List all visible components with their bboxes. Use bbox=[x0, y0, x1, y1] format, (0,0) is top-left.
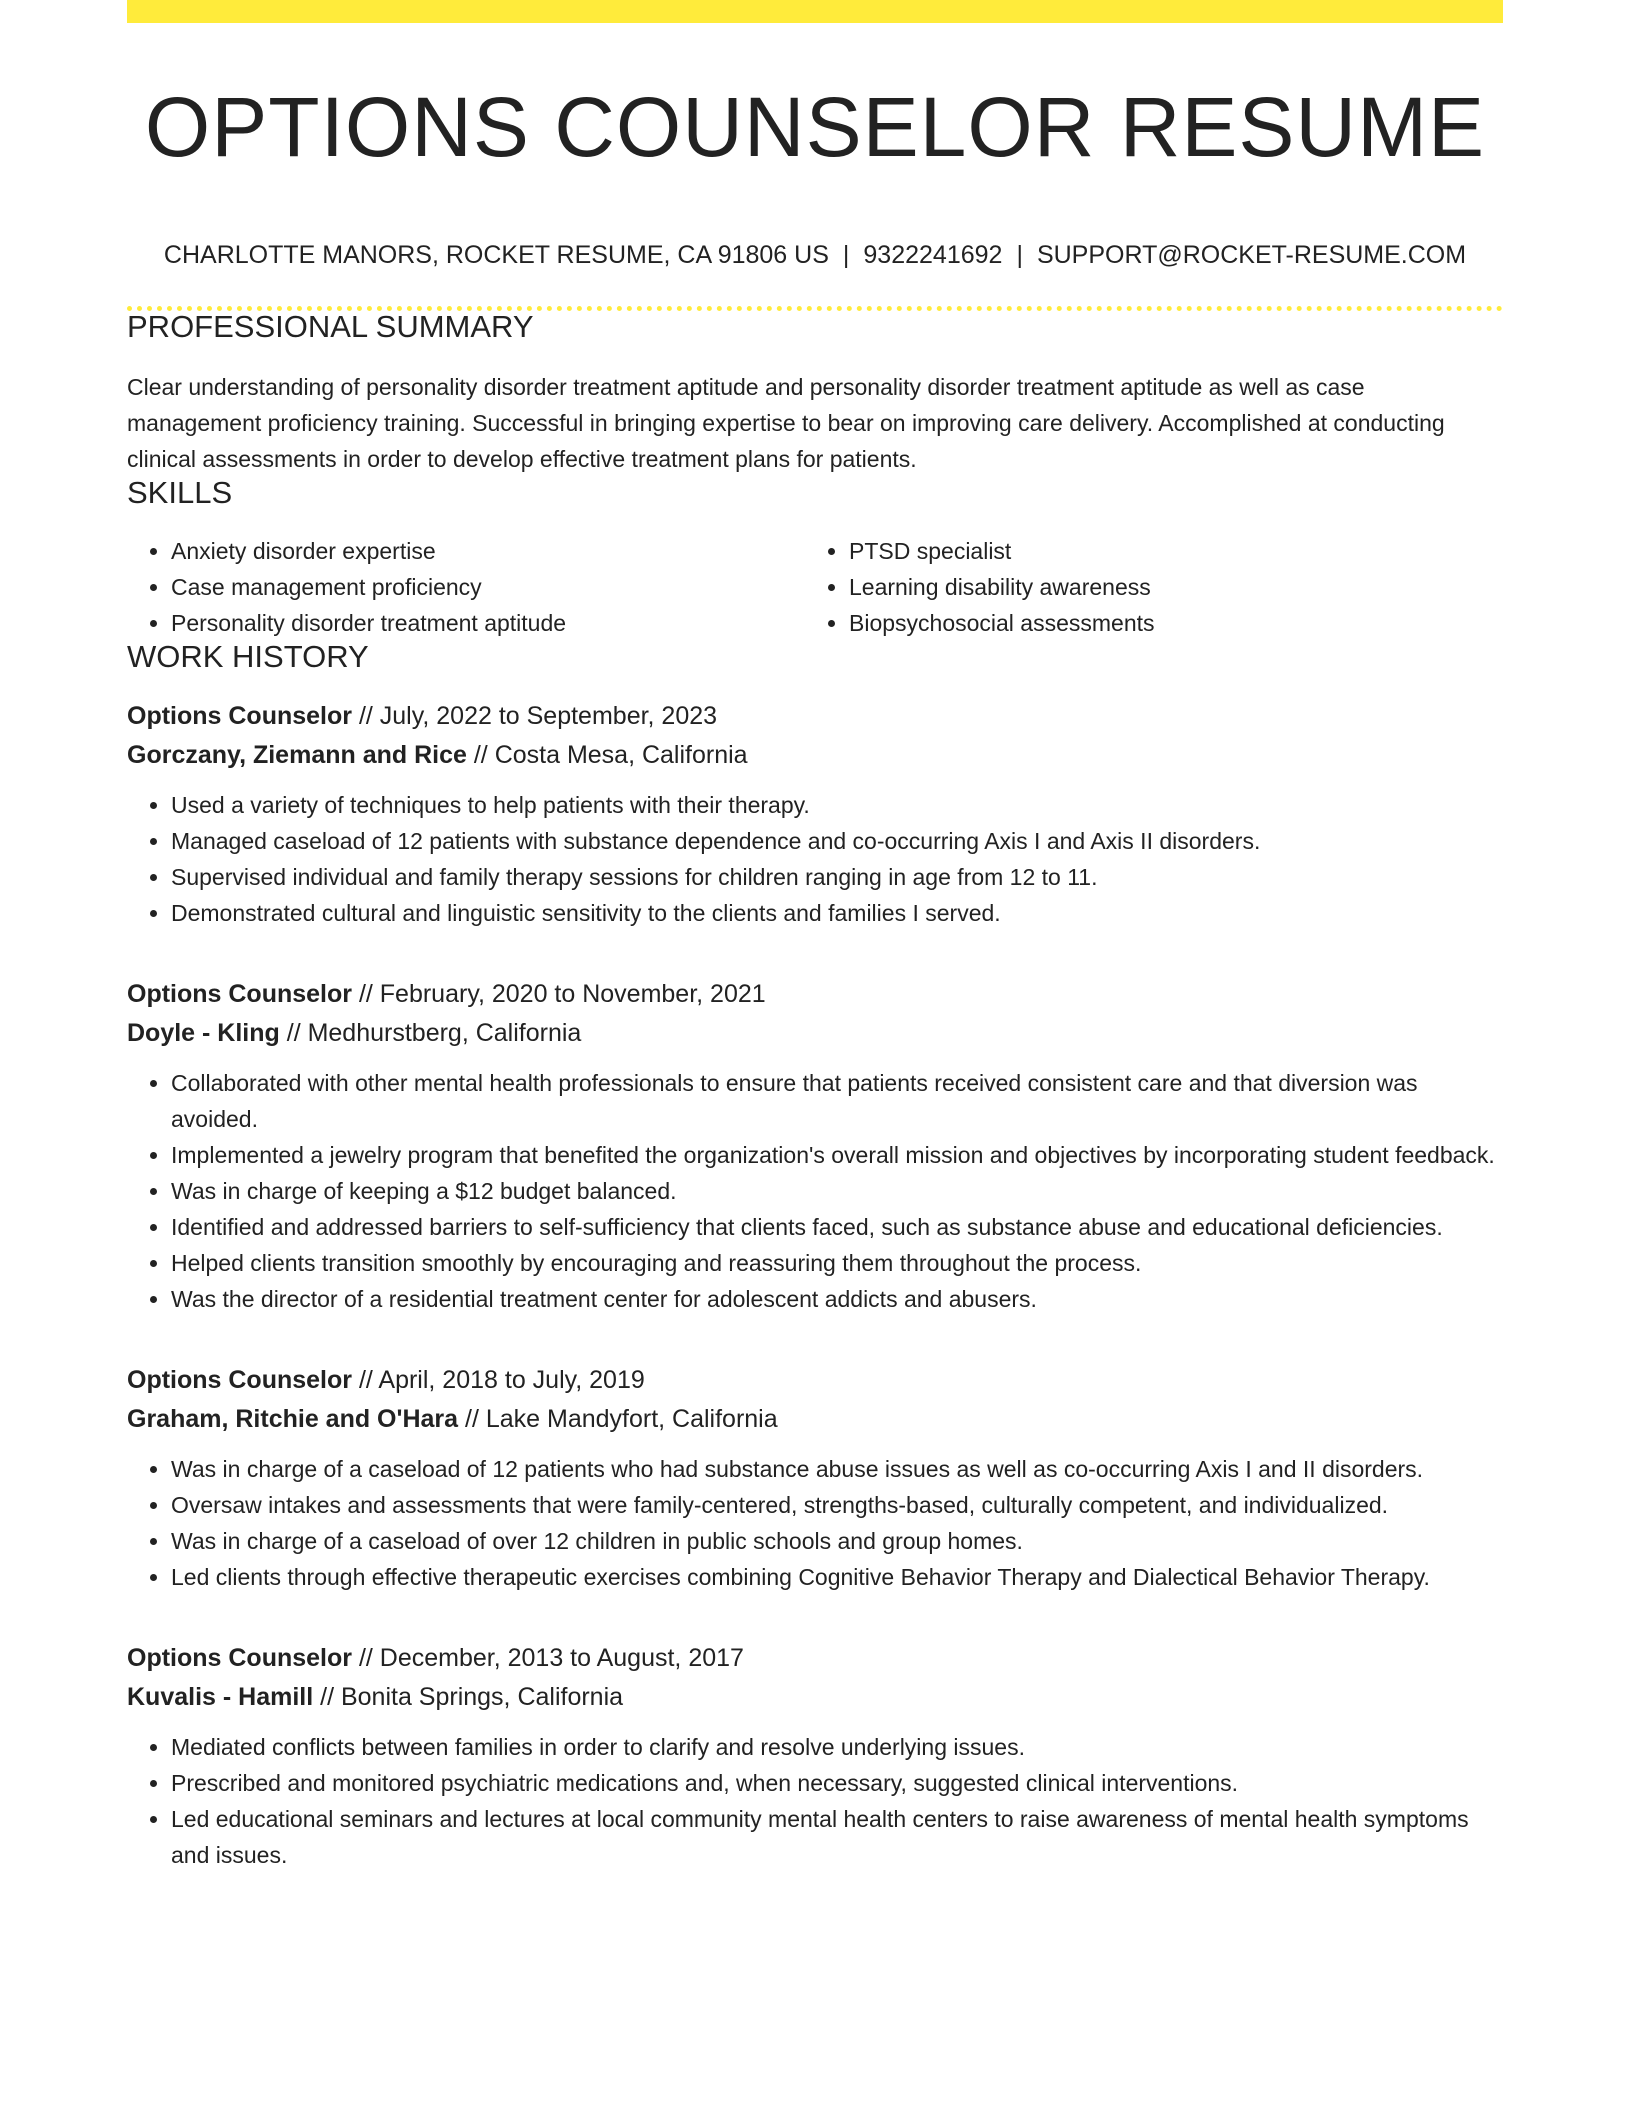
job-title-line bbox=[127, 975, 1503, 1014]
job-company: Kuvalis - Hamill bbox=[127, 1683, 314, 1711]
job-location: // Lake Mandyfort, California bbox=[458, 1405, 778, 1433]
job-title: Options Counselor bbox=[127, 1366, 352, 1394]
job-bullet: • Prescribed and monitored psychiatric medications and, when necessary, suggested clinical interventions. bbox=[171, 1765, 1503, 1801]
job-title: Options Counselor bbox=[127, 1644, 352, 1672]
job-company: Graham, Ritchie and O'Hara bbox=[127, 1405, 459, 1433]
job-company-line bbox=[127, 1400, 1503, 1439]
contact-phone: 9322241692 bbox=[863, 241, 1003, 269]
job-bullets bbox=[127, 1729, 1503, 1873]
job-title-line bbox=[127, 1361, 1503, 1400]
skill-item: • Biopsychosocial assessments bbox=[849, 605, 1483, 641]
job-location: // Costa Mesa, California bbox=[466, 741, 748, 769]
job-entry bbox=[127, 697, 1503, 931]
job-bullet: • Led clients through effective therapeutic exercises combining Cognitive Behavior Therapy and Dialectical Behavior Therapy. bbox=[171, 1559, 1503, 1595]
summary-text: Clear understanding of personality disorder treatment aptitude and personality disorder treatment aptitude as well as case management proficiency training. Successful in bringing expertise to bear on improving care delivery. Accomplished at conducting clinical assessments in order to develop effective treatment plans for patients. bbox=[127, 374, 1445, 472]
job-company-line bbox=[127, 736, 1503, 775]
job-bullet: • Was in charge of keeping a $12 budget balanced. bbox=[171, 1173, 1503, 1209]
job-bullet: • Collaborated with other mental health professionals to ensure that patients received consistent care and that diversion was avoided. bbox=[171, 1065, 1503, 1137]
job-bullet: • Implemented a jewelry program that benefited the organization's overall mission and objectives by incorporating student feedback. bbox=[171, 1137, 1503, 1173]
job-title: Options Counselor bbox=[127, 702, 352, 730]
contact-address: CHARLOTTE MANORS, ROCKET RESUME, CA 91806 US bbox=[163, 241, 829, 269]
job-location: // Medhurstberg, California bbox=[279, 1019, 582, 1047]
contact-email: SUPPORT@ROCKET-RESUME.COM bbox=[1036, 241, 1467, 269]
job-company: Doyle - Kling bbox=[127, 1019, 280, 1047]
skill-item: • Case management proficiency bbox=[171, 569, 805, 605]
job-dates: // April, 2018 to July, 2019 bbox=[352, 1366, 645, 1394]
skills-list bbox=[127, 533, 1503, 641]
job-location: // Bonita Springs, California bbox=[313, 1683, 624, 1711]
job-bullet: • Supervised individual and family therapy sessions for children ranging in age from 12 to 11. bbox=[171, 859, 1503, 895]
job-dates: // July, 2022 to September, 2023 bbox=[352, 702, 718, 730]
job-bullet: • Helped clients transition smoothly by encouraging and reassuring them throughout the process. bbox=[171, 1245, 1503, 1281]
skill-item: • Personality disorder treatment aptitude bbox=[171, 605, 805, 641]
resume-page bbox=[127, 0, 1503, 1873]
job-bullet: • Led educational seminars and lectures at local community mental health centers to raise awareness of mental health symptoms and issues. bbox=[171, 1801, 1503, 1873]
job-company-line bbox=[127, 1014, 1503, 1053]
skills-column-left bbox=[127, 533, 805, 641]
summary-heading: PROFESSIONAL SUMMARY bbox=[127, 309, 534, 344]
job-dates: // December, 2013 to August, 2017 bbox=[352, 1644, 744, 1672]
job-company-line bbox=[127, 1678, 1503, 1717]
accent-top-bar bbox=[127, 0, 1503, 23]
job-bullets bbox=[127, 1451, 1503, 1595]
job-company: Gorczany, Ziemann and Rice bbox=[127, 741, 467, 769]
job-title: Options Counselor bbox=[127, 980, 352, 1008]
job-title-line bbox=[127, 697, 1503, 736]
job-bullet: • Used a variety of techniques to help patients with their therapy. bbox=[171, 787, 1503, 823]
job-bullet: • Managed caseload of 12 patients with substance dependence and co-occurring Axis I and Axis II disorders. bbox=[171, 823, 1503, 859]
job-title-line bbox=[127, 1639, 1503, 1678]
skills-column-right bbox=[805, 533, 1483, 641]
resume-title: OPTIONS COUNSELOR RESUME bbox=[144, 80, 1486, 174]
job-bullets bbox=[127, 787, 1503, 931]
contact-separator: | bbox=[1016, 241, 1023, 269]
job-bullet: • Was in charge of a caseload of over 12 children in public schools and group homes. bbox=[171, 1523, 1503, 1559]
job-bullet: • Demonstrated cultural and linguistic sensitivity to the clients and families I served. bbox=[171, 895, 1503, 931]
skill-item: • Anxiety disorder expertise bbox=[171, 533, 805, 569]
job-dates: // February, 2020 to November, 2021 bbox=[352, 980, 766, 1008]
job-bullet: • Oversaw intakes and assessments that were family-centered, strengths-based, culturally competent, and individualized. bbox=[171, 1487, 1503, 1523]
work-history-heading: WORK HISTORY bbox=[127, 639, 369, 674]
skill-item: • Learning disability awareness bbox=[849, 569, 1483, 605]
job-bullet: • Was in charge of a caseload of 12 patients who had substance abuse issues as well as co-occurring Axis I and II disorders. bbox=[171, 1451, 1503, 1487]
skills-heading: SKILLS bbox=[127, 475, 233, 510]
job-bullet: • Mediated conflicts between families in order to clarify and resolve underlying issues. bbox=[171, 1729, 1503, 1765]
job-bullets bbox=[127, 1065, 1503, 1317]
job-entry bbox=[127, 975, 1503, 1317]
job-bullet: • Identified and addressed barriers to self-sufficiency that clients faced, such as substance abuse and educational deficiencies. bbox=[171, 1209, 1503, 1245]
skill-item: • PTSD specialist bbox=[849, 533, 1483, 569]
job-entry bbox=[127, 1361, 1503, 1595]
job-entry bbox=[127, 1639, 1503, 1873]
job-bullet: • Was the director of a residential treatment center for adolescent addicts and abusers. bbox=[171, 1281, 1503, 1317]
contact-separator: | bbox=[842, 241, 850, 269]
contact-line bbox=[127, 243, 1503, 268]
